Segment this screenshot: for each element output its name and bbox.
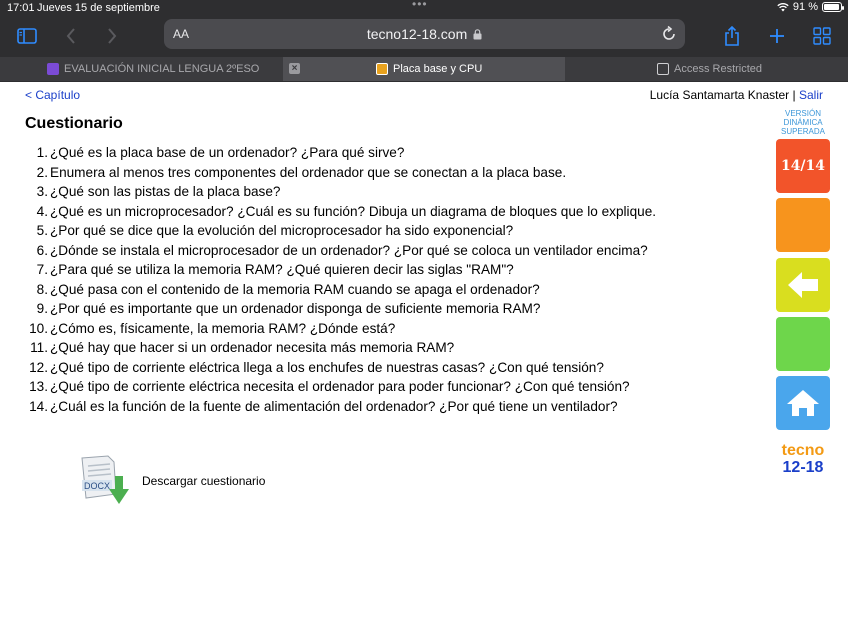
question-text: ¿Qué es un microprocesador? ¿Cuál es su función? Dibuja un diagrama de bloques que lo explique. bbox=[50, 203, 657, 219]
question-text: ¿Qué hay que hacer si un ordenador necesita más memoria RAM? bbox=[50, 340, 455, 355]
g-favicon-icon bbox=[657, 63, 669, 75]
question-text: ¿Dónde se instala el microprocesador de un ordenador? ¿Por qué se coloca un ventilador encima? bbox=[50, 242, 648, 258]
list-item bbox=[27, 319, 757, 339]
download-label[interactable]: Descargar cuestionario bbox=[142, 474, 266, 488]
home-icon bbox=[786, 388, 820, 418]
logo-range: 12-18 bbox=[782, 459, 824, 476]
status-right bbox=[777, 1, 842, 13]
user-separator: | bbox=[792, 88, 796, 102]
question-number: 10. bbox=[29, 320, 48, 336]
url-text bbox=[164, 26, 685, 42]
chapter-back-link[interactable]: < Capítulo bbox=[25, 88, 81, 102]
version-line: VERSIÓN bbox=[784, 109, 821, 118]
list-item bbox=[27, 241, 757, 261]
logo-word: tecno bbox=[781, 442, 825, 459]
share-icon[interactable] bbox=[719, 23, 745, 49]
question-text: ¿Qué son las pistas de la placa base? bbox=[50, 184, 281, 199]
list-item bbox=[27, 202, 757, 222]
version-line: DINÁMICA bbox=[783, 118, 823, 127]
question-text: ¿Qué pasa con el contenido de la memoria RAM cuando se apaga el ordenador? bbox=[50, 281, 540, 297]
page-counter-badge: 14/14 bbox=[776, 139, 830, 193]
question-number: 12. bbox=[29, 359, 48, 375]
reload-icon[interactable] bbox=[659, 24, 679, 44]
tecno-logo[interactable] bbox=[776, 442, 830, 476]
list-item bbox=[27, 163, 757, 183]
forward-arrow-icon[interactable] bbox=[99, 23, 125, 49]
battery-percent: 91 % bbox=[792, 1, 818, 13]
list-item bbox=[27, 221, 757, 241]
new-tab-plus-icon[interactable] bbox=[764, 23, 790, 49]
battery-icon bbox=[822, 2, 842, 12]
battery-fill bbox=[824, 4, 839, 10]
form-favicon-icon bbox=[47, 63, 59, 75]
tab-label: EVALUACIÓN INICIAL LENGUA 2ºESO bbox=[64, 63, 260, 75]
list-item bbox=[27, 280, 757, 300]
question-text: ¿Qué tipo de corriente eléctrica llega a los enchufes de nuestras casas? ¿Con qué tensión? bbox=[50, 359, 604, 375]
tab-overview-icon[interactable] bbox=[809, 23, 835, 49]
sidebar-toggle-icon[interactable] bbox=[14, 23, 40, 49]
url-domain: tecno12-18.com bbox=[366, 26, 468, 42]
back-arrow-icon[interactable] bbox=[58, 23, 84, 49]
orange-nav-button[interactable] bbox=[776, 198, 830, 252]
question-number: 1. bbox=[36, 145, 48, 160]
list-item bbox=[27, 338, 757, 358]
question-number: 9. bbox=[36, 301, 48, 316]
docx-download-icon[interactable] bbox=[78, 454, 134, 508]
list-item bbox=[27, 260, 757, 280]
question-number: 2. bbox=[36, 164, 48, 180]
question-number: 8. bbox=[36, 281, 48, 297]
version-line: SUPERADA bbox=[780, 127, 825, 136]
list-item bbox=[27, 377, 757, 397]
user-line bbox=[650, 88, 823, 102]
question-text: ¿Cómo es, físicamente, la memoria RAM? ¿Dónde está? bbox=[50, 320, 396, 336]
wifi-icon bbox=[777, 2, 789, 12]
question-text: ¿Para qué se utiliza la memoria RAM? ¿Qué quieren decir las siglas "RAM"? bbox=[50, 262, 514, 277]
multitasking-dots-icon[interactable]: ••• bbox=[412, 0, 428, 11]
question-list bbox=[27, 143, 757, 416]
list-item bbox=[27, 299, 757, 319]
question-text: ¿Qué tipo de corriente eléctrica necesita el ordenador para poder funcionar? ¿Con qué tensión? bbox=[50, 379, 630, 394]
list-item bbox=[27, 182, 757, 202]
list-item bbox=[27, 397, 757, 417]
docx-icon-label: DOCX bbox=[83, 481, 111, 491]
question-number: 3. bbox=[36, 184, 48, 199]
tab-bar bbox=[0, 57, 848, 81]
close-tab-icon[interactable]: × bbox=[289, 63, 300, 74]
list-item bbox=[27, 143, 757, 163]
status-bar bbox=[0, 0, 848, 16]
download-questionnaire-button[interactable] bbox=[78, 454, 265, 508]
home-button[interactable] bbox=[776, 376, 830, 430]
question-number: 6. bbox=[36, 242, 48, 258]
question-text: ¿Por qué es importante que un ordenador disponga de suficiente memoria RAM? bbox=[50, 301, 541, 316]
address-bar[interactable] bbox=[164, 19, 685, 49]
left-arrow-icon bbox=[786, 270, 820, 300]
green-nav-button[interactable] bbox=[776, 317, 830, 371]
tab-placa-base[interactable] bbox=[283, 57, 565, 81]
tecno-favicon-icon bbox=[376, 63, 388, 75]
page-title: Cuestionario bbox=[25, 115, 123, 132]
question-number: 13. bbox=[29, 379, 48, 394]
version-notice bbox=[776, 109, 830, 136]
status-time: 17:01 bbox=[7, 2, 35, 14]
user-name: Lucía Santamarta Knaster bbox=[649, 88, 790, 102]
browser-chrome bbox=[0, 0, 848, 82]
question-number: 5. bbox=[36, 223, 48, 238]
lock-icon bbox=[473, 29, 482, 40]
previous-page-button[interactable] bbox=[776, 258, 830, 312]
web-page bbox=[0, 82, 848, 636]
question-number: 14. bbox=[29, 398, 48, 414]
logout-link[interactable]: Salir bbox=[798, 88, 823, 102]
browser-toolbar bbox=[0, 17, 848, 54]
question-number: 11. bbox=[30, 340, 48, 355]
question-text: ¿Por qué se dice que la evolución del microprocesador ha sido exponencial? bbox=[50, 223, 514, 238]
question-text: ¿Qué es la placa base de un ordenador? ¿Para qué sirve? bbox=[50, 145, 405, 160]
list-item bbox=[27, 358, 757, 378]
question-number: 4. bbox=[36, 203, 48, 219]
tab-label: Access Restricted bbox=[674, 63, 763, 75]
question-text: ¿Cuál es la función de la fuente de alimentación del ordenador? ¿Por qué tiene un ventilador? bbox=[50, 398, 618, 414]
tab-access-restricted[interactable] bbox=[565, 57, 848, 81]
tab-label: Placa base y CPU bbox=[393, 63, 483, 75]
question-text: Enumera al menos tres componentes del ordenador que se conectan a la placa base. bbox=[50, 164, 567, 180]
reader-options-button[interactable]: AA bbox=[173, 27, 190, 41]
tab-evaluacion[interactable] bbox=[0, 57, 283, 81]
status-date: Jueves 15 de septiembre bbox=[37, 2, 160, 14]
question-number: 7. bbox=[36, 262, 48, 277]
